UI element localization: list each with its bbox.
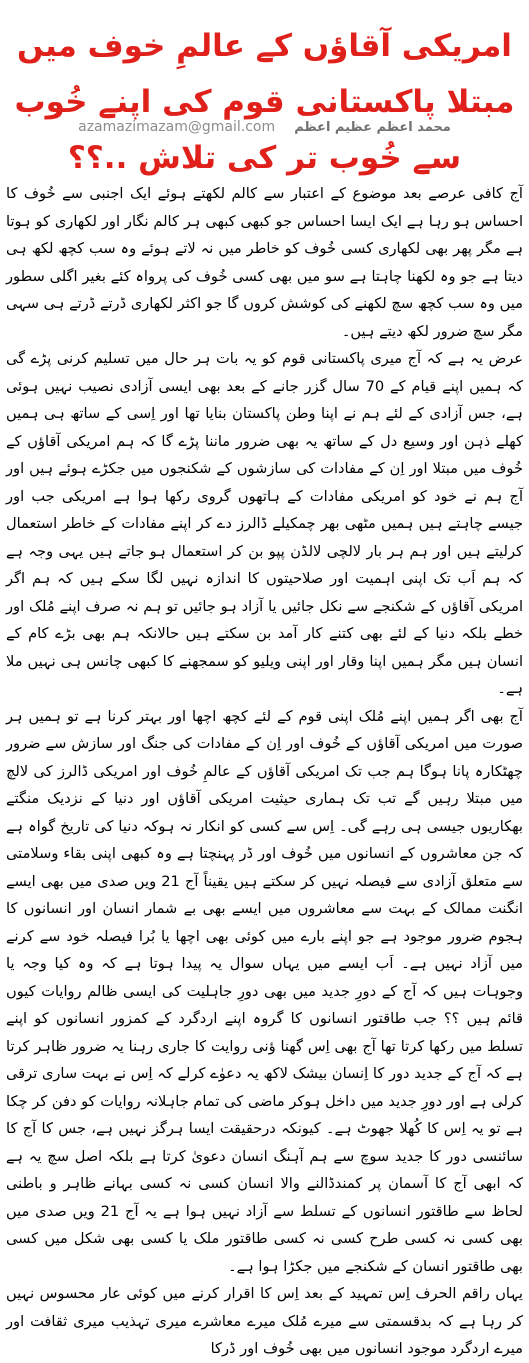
author-name: محمد اعظم عظیم اعظم — [294, 120, 451, 135]
article-headline: امریکی آقاؤں کے عالمِ خوف میں مبتلا پاکستانی قوم کی اپنے خُوب سے خُوب تر کی تلاش ..؟؟ — [14, 28, 515, 176]
article-body — [6, 180, 524, 1357]
paragraph: آج کافی عرصے بعد موضوع کے اعتبار سے کالم لکھتے ہوئے ایک اجنبی سے خُوف کا احساس ہو رہا ہے ایک ایسا احساس جو کبھی کبھی ہر کالم نگار اور لکھاری کو ہوتا ہے مگر پھر بھی لکھاری کسی خُوف کو خاطر میں نہ لاتے ہوئے وہ سب کچھ لکھ ہی دیتا ہے جو وہ لکھنا چاہتا ہے سو میں بھی کسی خُوف کی پرواہ کئے بغیر اگلی سطور میں وہ سب کچھ سچ لکھنے کی کوشش کروں گا جو اکثر لکھاری ڈرتے ڈرتے ہی سہی مگر سچ ضرور لکھ دیتے ہیں۔ — [6, 185, 523, 340]
paragraph: یہاں راقم الحرف اِس تمہید کے بعد اِس کا اقرار کرنے میں کوئی عار محسوس نہیں کر رہا ہے کہ بدقسمتی سے میرے مُلک میرے معاشرے میری تہذیب میری ثقافت اور میرے اردگرد موجود انسانوں میں بھی خُوف اور ڈرکا — [6, 1285, 523, 1357]
paragraph: آج بھی اگر ہمیں اپنے مُلک اپنی قوم کے لئے کچھ اچھا اور بہتر کرنا ہے تو ہمیں ہر صورت میں امریکی آقاؤں کے خُوف اور اِن کے مفادات کی جنگ اور سازش سے ضرور چھٹکارہ پانا ہوگا ہم جب تک امریکی آقاؤں کے عالمِ خُوف اور امریکی ڈالرز کی لالچ میں مبتلا رہیں گے تب تک ہماری حیثیت امریکی آقاؤں اور دنیا کے نزدیک منگتے بھکاریوں جیسی ہی رہے گی۔ اِس سے کسی کو انکار نہ ہوکہ دنیا کی تاریخ گواہ ہے کہ جن معاشروں کے انسانوں میں خُوف اور ڈر پہنچتا ہے وہ کبھی اپنی بقاء وسلامتی سے متعلق آزادی سے فیصلہ نہیں کر سکتے ہیں یقیناً آج 21 ویں صدی میں بھی ایسے انگنت ممالک کے بہت سے معاشروں میں ایسے بھی بے شمار انسان اور انسانوں کا ہجوم ضرور موجود ہے جو اپنے بارے میں کوئی بھی اچھا یا بُرا فیصلہ خود سے کرنے میں آزاد نہیں ہے۔ اَب ایسے میں یہاں سوال یہ پیدا ہوتا ہے کہ وہ کیا وجہ یا وجوہات ہیں کہ آج کے دورِ جدید میں بھی دورِ جاہلیت کی ایسی ظالم روایات کیوں قائم ہیں ؟؟ جب طاقتور انسانوں کا گروہ اپنے اردگرد کے کمزور انسانوں کو اپنے تسلط میں رکھا کرتا تھا آج بھی اِس گھنا ؤنی روایت کا جاری رہنا یہ ضرور ظاہر کرتا ہے کہ آج کے جدید دور کا اِنسان بیشک لاکھ یہ دعوٰے کرلے کہ اِس نے بہت ساری ترقی کرلی ہے اور دورِ جدید میں داخل ہوکر ماضی کی تمام جاہلانہ روایات کو دفن کر چکا ہے تو یہ اِس کا کُھلا جھوٹ ہے۔ کیونکہ درحقیقت ایسا ہرگز نہیں ہے، جس کا آج کا سائنسی دور کا جدید سوچ سے ہم آہنگ انسان دعویٰ کرتا ہے بلکہ اصل سچ یہ ہے کہ ابھی آج کا آسمان پر کمندڈالنے والا انسان کسی نہ کسی بہانے ظاہر و باطنی لحاظ سے طاقتور انسانوں کے تسلط سے آزاد نہیں ہوا ہے یہ آج 21 ویں صدی میں بھی کسی نہ کسی طرح کسی نہ کسی طاقتور ملک یا کسی بھی شکل میں کسی بھی طاقتور انسان کے شکنجے میں جکڑا ہوا ہے۔ — [6, 707, 524, 1275]
author-email[interactable]: azamazimazam@gmail.com — [78, 119, 276, 135]
paragraph: عرض یہ ہے کہ آج میری پاکستانی قوم کو یہ بات ہر حال میں تسلیم کرنی پڑے گی کہ ہمیں اپنے قیام کے 70 سال گزر جانے کے بعد بھی ایسی آزادی نصیب نہیں ہوئی ہے، جس آزادی کے لئے ہم نے اپنا وطن پاکستان بنایا تھا اور اِسی کے ساتھ ہی ہمیں کھلے ذہن اور وسیع دل کے ساتھ یہ بھی ضرور ماننا پڑے گا کہ ہم امریکی آقاؤں کے خُوف میں مبتلا اور اِن کے مفادات کی سازشوں کے شکنجوں میں جکڑے ہوئے ہیں اور آج ہم نے خود کو امریکی مفادات کے ہاتھوں گروی رکھا ہوا ہے امریکی جب اور جیسے چاہتے ہیں ہمیں مٹھی بھر چمکیلے ڈالرز دے کر اپنے مفادات کے خاطر استعمال کرلیتے ہیں اور ہم ہر بار لالچی لالڈن پپو بن کر استعمال ہو جاتے ہیں یہی وجہ ہے کہ ہم اَب تک اپنی اہمیت اور صلاحیتوں کا اندازہ نہیں لگا سکے ہیں کہ ہم اگر امریکی آقاؤں کے شکنجے سے نکل جائیں یا آزاد ہو جائیں تو ہم نہ صرف اپنے مُلک اور خطے بلکہ دنیا کے لئے بھی کتنے کار آمد بن سکتے ہیں حالانکہ ہم بھی بڑے کام کے انسان ہیں مگر ہمیں اپنا وقار اور اپنی ویلیو کو سمجھنے کا کبھی چانس ہی نہیں ملا ہے۔ — [6, 350, 523, 697]
byline — [0, 116, 529, 140]
